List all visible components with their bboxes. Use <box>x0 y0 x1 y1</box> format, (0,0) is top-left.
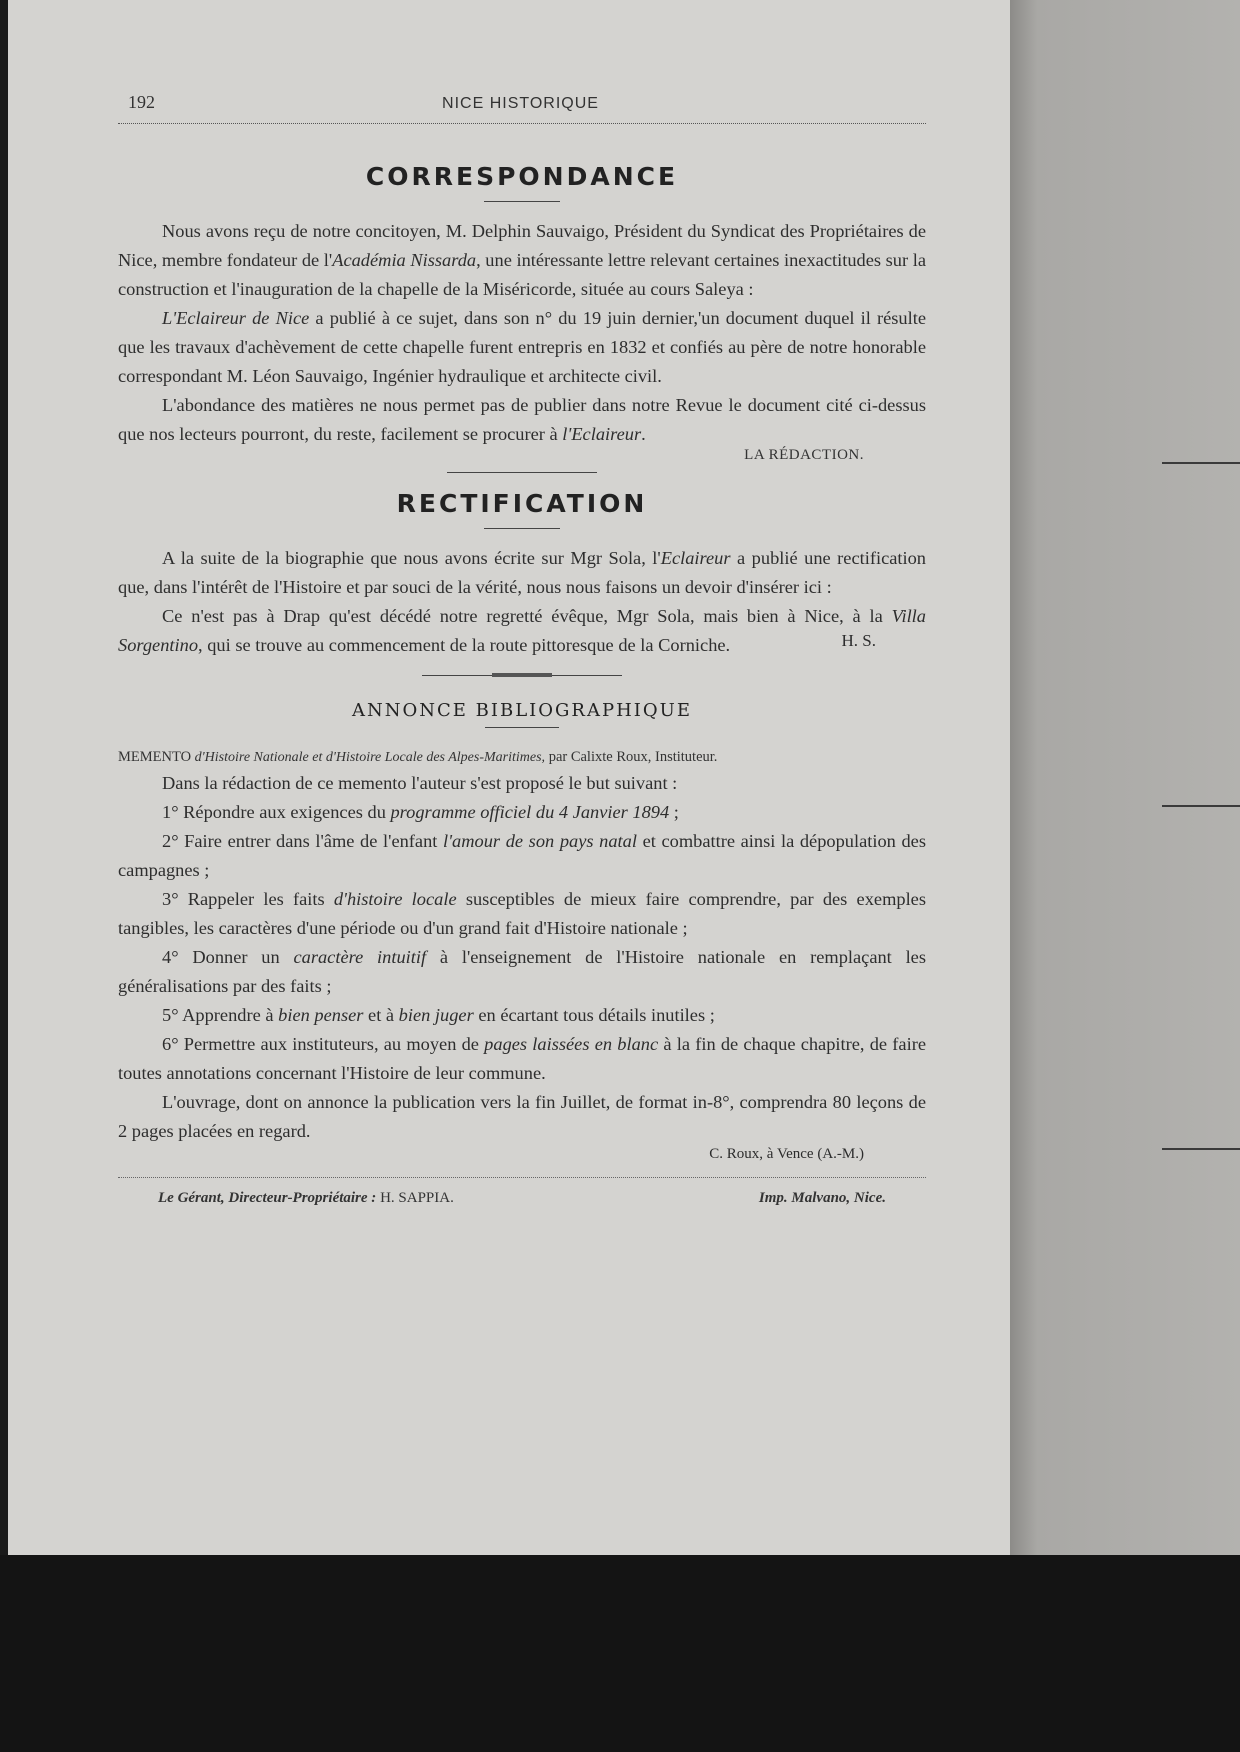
heading-rule <box>484 201 560 202</box>
adjacent-page-rule <box>1162 462 1240 464</box>
footer-printer: Imp. Malvano, Nice. <box>758 1190 886 1206</box>
correspondance-signature: LA RÉDACTION. <box>744 447 864 463</box>
printed-page <box>8 0 1028 1555</box>
rectification-heading: RECTIFICATION <box>396 489 648 518</box>
annonce-item-4: 4° Donner un caractère intuitif à l'enseignement de l'Histoire nationale en remplaçant les généralisations par des faits ; <box>118 947 927 996</box>
annonce-item-3: 3° Rappeler les faits d'histoire locale susceptibles de mieux faire comprendre, par des exemples tangibles, les caractères d'une période ou d'un grand fait d'Histoire nationale ; <box>118 889 926 938</box>
page-content <box>118 92 926 1207</box>
rectification-paragraph-1: A la suite de la biographie que nous avons écrite sur Mgr Sola, l'Eclaireur a publié une rectification que, dans l'intérêt de l'Histoire et par souci de la vérité, nous nous faisons un devoir d'insérer ici : <box>118 548 926 597</box>
annonce-item-1: 1° Répondre aux exigences du programme officiel du 4 Janvier 1894 ; <box>162 802 679 822</box>
section-ornament <box>118 472 926 473</box>
annonce-signature: C. Roux, à Vence (A.-M.) <box>709 1146 864 1162</box>
scan-background <box>0 1555 1240 1752</box>
rectification-paragraph-2: Ce n'est pas à Drap qu'est décédé notre regretté évêque, Mgr Sola, mais bien à Nice, à la Villa Sorgentino, qui se trouve au commencement de la route pittoresque de la Corniche. <box>118 606 926 655</box>
page-number: 192 <box>128 92 155 112</box>
annonce-item-5: 5° Apprendre à bien penser et à bien juger en écartant tous détails inutiles ; <box>162 1005 715 1025</box>
correspondance-paragraph-1: Nous avons reçu de notre concitoyen, M. Delphin Sauvaigo, Président du Syndicat des Propriétaires de Nice, membre fondateur de l'Académia Nissarda, une intéressante lettre relevant certaines inexactitudes sur la construction et l'inauguration de la chapelle de la Miséricorde, située au cours Saleya : <box>118 221 926 299</box>
annonce-item-2: 2° Faire entrer dans l'âme de l'enfant l'amour de son pays natal et combattre ainsi la dépopulation des campagnes ; <box>118 831 926 880</box>
footer-rule <box>118 1177 926 1178</box>
header-rule <box>118 123 926 124</box>
page-footer <box>118 1190 926 1207</box>
annonce-closing: L'ouvrage, dont on annonce la publication vers la fin Juillet, de format in-8°, comprendra 80 leçons de 2 pages placées en regard. <box>118 1092 926 1141</box>
journal-title: NICE HISTORIQUE <box>442 95 599 112</box>
annonce-heading: ANNONCE BIBLIOGRAPHIQUE <box>352 700 692 721</box>
correspondance-paragraph-2: L'Eclaireur de Nice a publié à ce sujet, dans son n° du 19 juin dernier,'un document duquel il résulte que les travaux d'achèvement de cette chapelle furent entrepris en 1832 et confiés au père de notre honorable correspondant M. Léon Sauvaigo, Ingénier hydraulique et architecte civil. <box>118 308 927 386</box>
heading-rule <box>485 727 559 728</box>
correspondance-paragraph-3: L'abondance des matières ne nous permet pas de publier dans notre Revue le document cité ci-dessus que nos lecteurs pourront, du reste, facilement se procurer à l'Eclaireur. <box>118 395 926 444</box>
adjacent-page-edge <box>1010 0 1240 1555</box>
heading-rule <box>484 528 560 529</box>
annonce-intro: Dans la rédaction de ce memento l'auteur s'est proposé le but suivant : <box>162 773 678 793</box>
adjacent-page-rule <box>1162 805 1240 807</box>
footer-publisher: Le Gérant, Directeur-Propriétaire : H. SAPPIA. <box>158 1190 454 1206</box>
running-header <box>118 92 926 113</box>
rectification-signature: H. S. <box>841 631 876 650</box>
section-ornament <box>422 675 622 676</box>
correspondance-heading: CORRESPONDANCE <box>365 162 679 191</box>
memento-title: MEMENTO d'Histoire Nationale et d'Histoire Locale des Alpes-Maritimes, par Calixte Roux, Instituteur. <box>118 749 718 765</box>
adjacent-page-rule <box>1162 1148 1240 1150</box>
annonce-item-6: 6° Permettre aux instituteurs, au moyen de pages laissées en blanc à la fin de chaque chapitre, de faire toutes annotations concernant l'Histoire de leur commune. <box>118 1034 926 1083</box>
